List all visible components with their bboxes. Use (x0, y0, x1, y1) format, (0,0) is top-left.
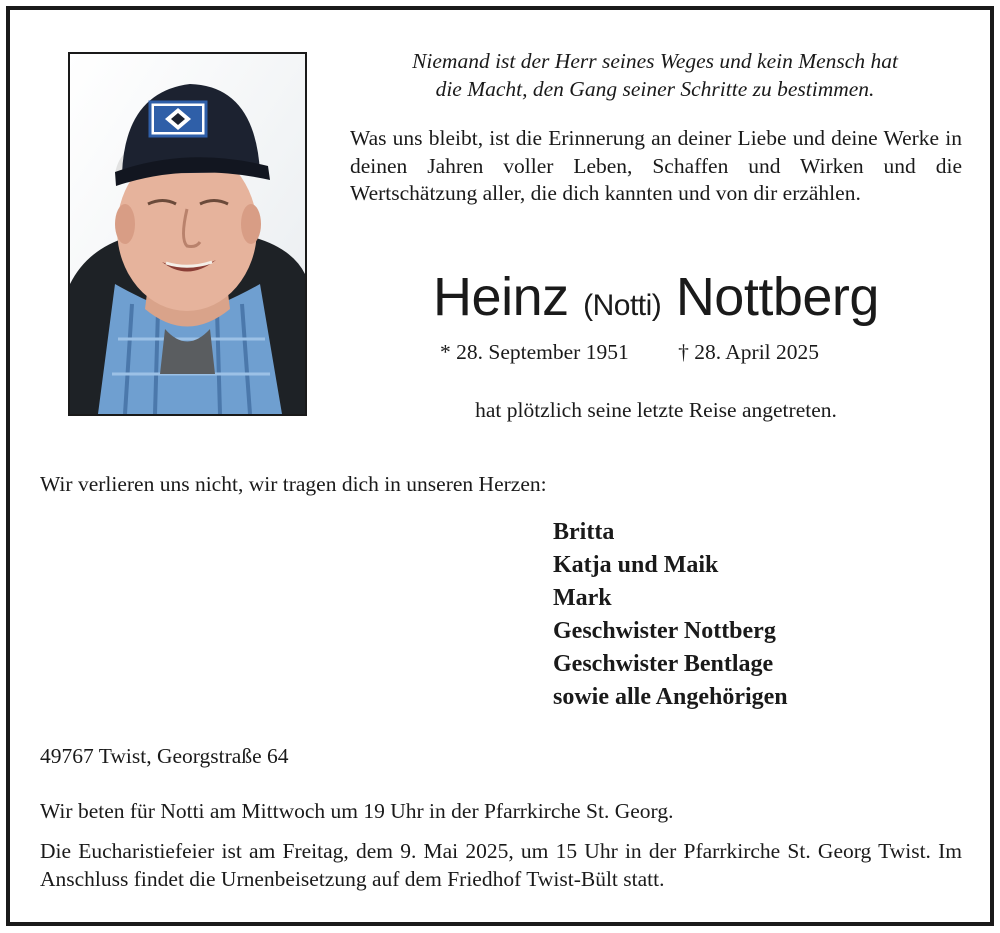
quote-line-1: Niemand ist der Herr seines Weges und kein Mensch hat (412, 49, 898, 73)
mourner: Geschwister Nottberg (553, 618, 776, 644)
death-date: † 28. April 2025 (678, 340, 820, 364)
life-dates (440, 338, 819, 366)
portrait-photo (68, 52, 307, 416)
mourner: Geschwister Bentlage (553, 651, 774, 677)
quote (345, 47, 965, 103)
passing-announcement: hat plötzlich seine letzte Reise angetreten. (475, 398, 837, 422)
last-name: Nottberg (675, 267, 879, 327)
prayer-service: Wir beten für Notti am Mittwoch um 19 Uhr in der Pfarrkirche St. Georg. (40, 799, 674, 823)
address: 49767 Twist, Georgstraße 64 (40, 744, 289, 768)
remembrance-text: Was uns bleibt, ist die Erinnerung an deiner Liebe und deine Werke in deinen Jahren voller Leben, Schaffen und Wirken und die Wertschätzung aller, die dich kannten und von dir erzählen. (350, 126, 962, 205)
nickname: (Notti) (583, 289, 662, 322)
mourner: sowie alle Angehörigen (553, 684, 788, 710)
mourner: Mark (553, 585, 612, 611)
mourner: Britta (553, 519, 615, 545)
quote-line-2: die Macht, den Gang seiner Schritte zu bestimmen. (435, 77, 875, 101)
portrait-illustration (70, 54, 305, 414)
mourner: Katja und Maik (553, 552, 719, 578)
birth-date: * 28. September 1951 (440, 340, 629, 364)
deceased-name (350, 262, 962, 341)
farewell-line: Wir verlieren uns nicht, wir tragen dich in unseren Herzen: (40, 472, 547, 496)
eucharist-service: Die Eucharistiefeier ist am Freitag, dem 9. Mai 2025, um 15 Uhr in der Pfarrkirche St. Georg Twist. Im Anschluss findet die Urnenbeisetzung auf dem Friedhof Twist-Bült statt. (40, 839, 962, 891)
mourners-list (553, 516, 788, 714)
first-name: Heinz (433, 267, 569, 327)
